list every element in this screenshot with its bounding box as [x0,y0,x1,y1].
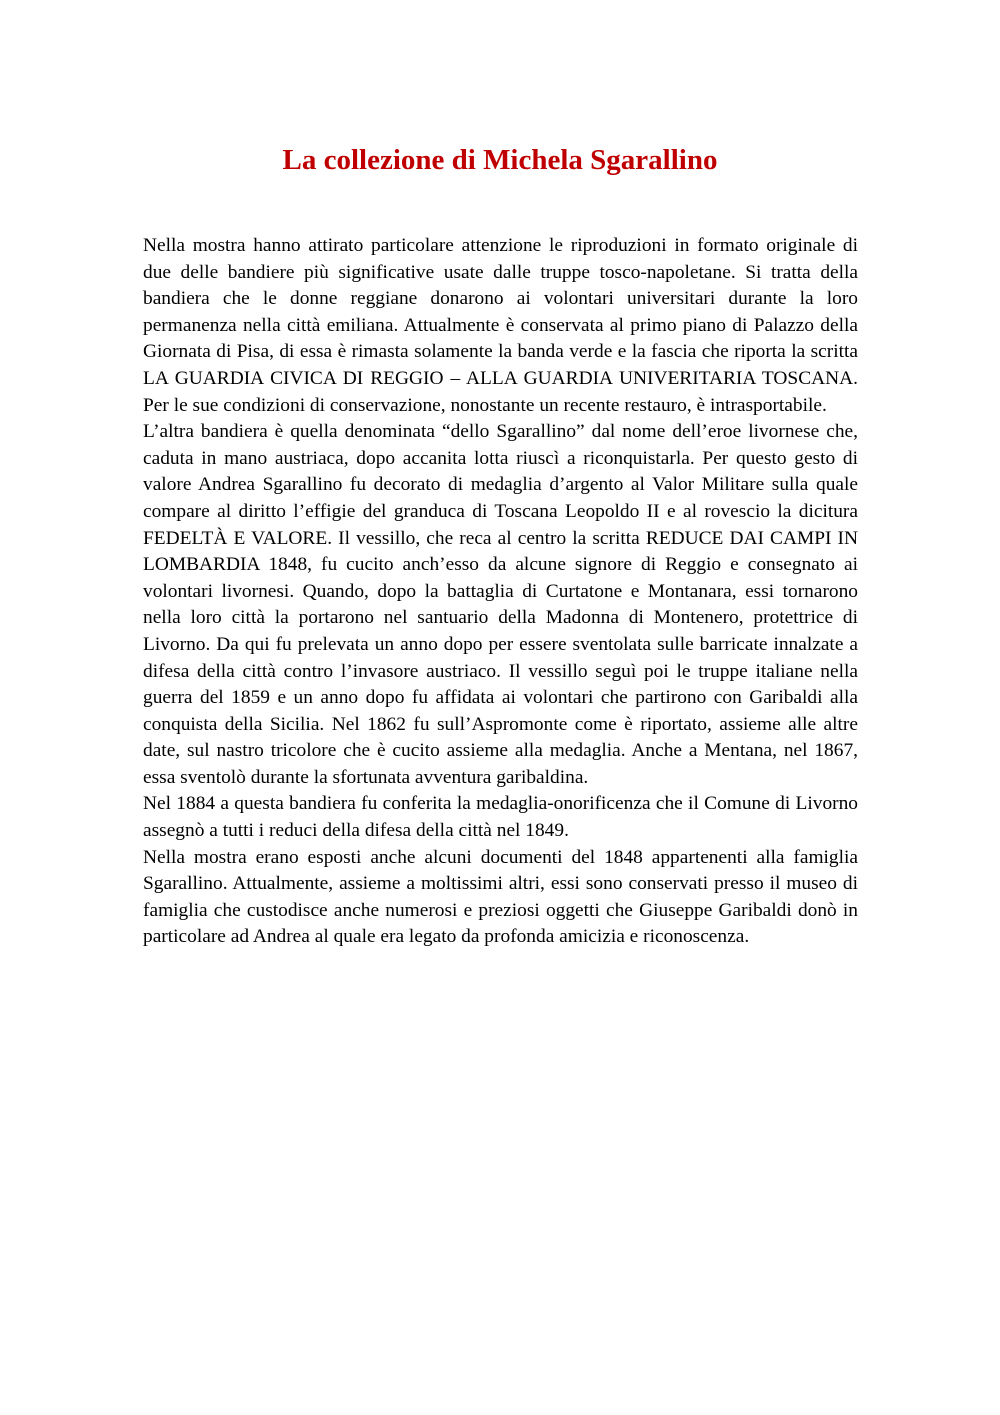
paragraph-3: Nel 1884 a questa bandiera fu conferita la medaglia-onorificenza che il Comune di Livorno assegnò a tutti i reduci della difesa della città nel 1849. [143,793,858,842]
paragraph-1: Nella mostra hanno attirato particolare attenzione le riproduzioni in formato originale di due delle bandiere più significative usate dalle truppe tosco-napoletane. Si tratta della bandiera che le donne reggiane donarono ai volontari universitari durante la loro permanenza nella città emiliana. Attualmente è conservata al primo piano di Palazzo della Giornata di Pisa, di essa è rimasta solamente la banda verde e la fascia che riporta la scritta LA GUARDIA CIVICA DI REGGIO – ALLA GUARDIA UNIVERITARIA TOSCANA. Per le sue condizioni di conservazione, nonostante un recente restauro, è intrasportabile. [143,235,858,416]
paragraph-2: L’altra bandiera è quella denominata “dello Sgarallino” dal nome dell’eroe livornese che, caduta in mano austriaca, dopo accanita lotta riuscì a riconquistarla. Per questo gesto di valore Andrea Sgarallino fu decorato di medaglia d’argento al Valor Militare sulla quale compare al diritto l’effigie del granduca di Toscana Leopoldo II e al rovescio la dicitura FEDELTÀ E VALORE. Il vessillo, che reca al centro la scritta REDUCE DAI CAMPI IN LOMBARDIA 1848, fu cucito anch’esso da alcune signore di Reggio e consegnato ai volontari livornesi. Quando, dopo la battaglia di Curtatone e Montanara, essi tornarono nella loro città la portarono nel santuario della Madonna di Montenero, protettrice di Livorno. Da qui fu prelevata un anno dopo per essere sventolata sulle barricate innalzate a difesa della città contro l’invasore austriaco. Il vessillo seguì poi le truppe italiane nella guerra del 1859 e un anno dopo fu affidata ai volontari che partirono con Garibaldi alla conquista della Sicilia. Nel 1862 fu sull’Aspromonte come è riportato, assieme alle altre date, sul nastro tricolore che è cucito assieme alla medaglia. Anche a Mentana, nel 1867, essa sventolò durante la sfortunata avventura garibaldina. [143,421,858,788]
document-body [143,233,858,951]
paragraph-4: Nella mostra erano esposti anche alcuni documenti del 1848 appartenenti alla famiglia Sgarallino. Attualmente, assieme a moltissimi altri, essi sono conservati presso il museo di famiglia che custodisce anche numerosi e preziosi oggetti che Giuseppe Garibaldi donò in particolare ad Andrea al quale era legato da profonda amicizia e riconoscenza. [143,846,858,948]
page-title: La collezione di Michela Sgarallino [282,144,718,176]
